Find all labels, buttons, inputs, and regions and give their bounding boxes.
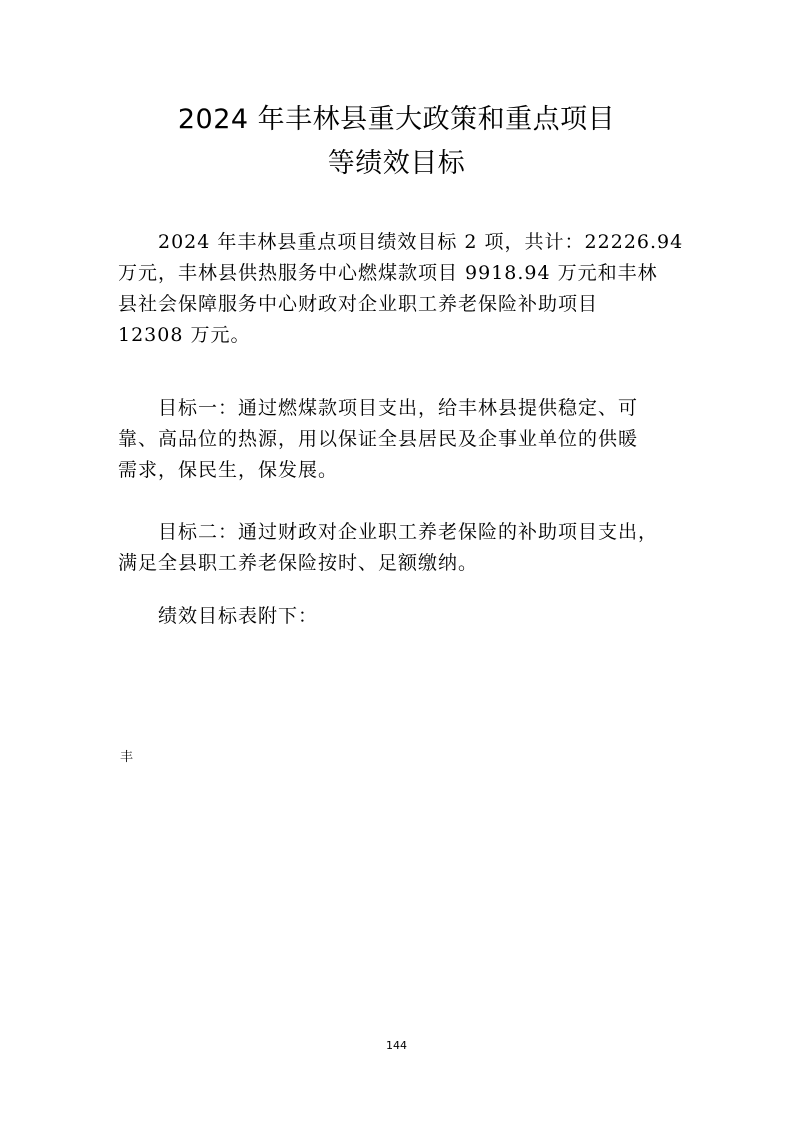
goal-two-line: 目标二：通过财政对企业职工养老保险的补助项目支出，: [118, 521, 659, 543]
document-title-line-2: 等绩效目标: [327, 148, 466, 179]
intro-paragraph: [118, 227, 684, 351]
goal-one-line: 目标一：通过燃煤款项目支出，给丰林县提供稳定、可: [118, 397, 639, 419]
intro-line: 万元，丰林县供热服务中心燃煤款项目 9918.94 万元和丰林: [118, 262, 658, 284]
goal-one-line: 需求，保民生，保发展。: [118, 459, 339, 481]
document-title-line-1: 2024 年丰林县重大政策和重点项目: [177, 104, 616, 135]
goal-two-line: 满足全县职工养老保险按时、足额缴纳。: [118, 552, 479, 574]
stray-character: 丰: [120, 750, 134, 765]
goal-one-line: 靠、高品位的热源，用以保证全县居民及企事业单位的供暖: [118, 428, 639, 450]
table-note-line: 绩效目标表附下：: [118, 605, 319, 627]
page-number: 144: [386, 1039, 407, 1052]
intro-line: 县社会保障服务中心财政对企业职工养老保险补助项目: [118, 293, 599, 315]
table-note-paragraph: [118, 601, 678, 632]
goal-two-paragraph: [118, 517, 678, 579]
goal-one-paragraph: [118, 393, 678, 486]
intro-line: 12308 万元。: [118, 324, 251, 346]
intro-line: 2024 年丰林县重点项目绩效目标 2 项，共计：22226.94: [118, 231, 684, 253]
